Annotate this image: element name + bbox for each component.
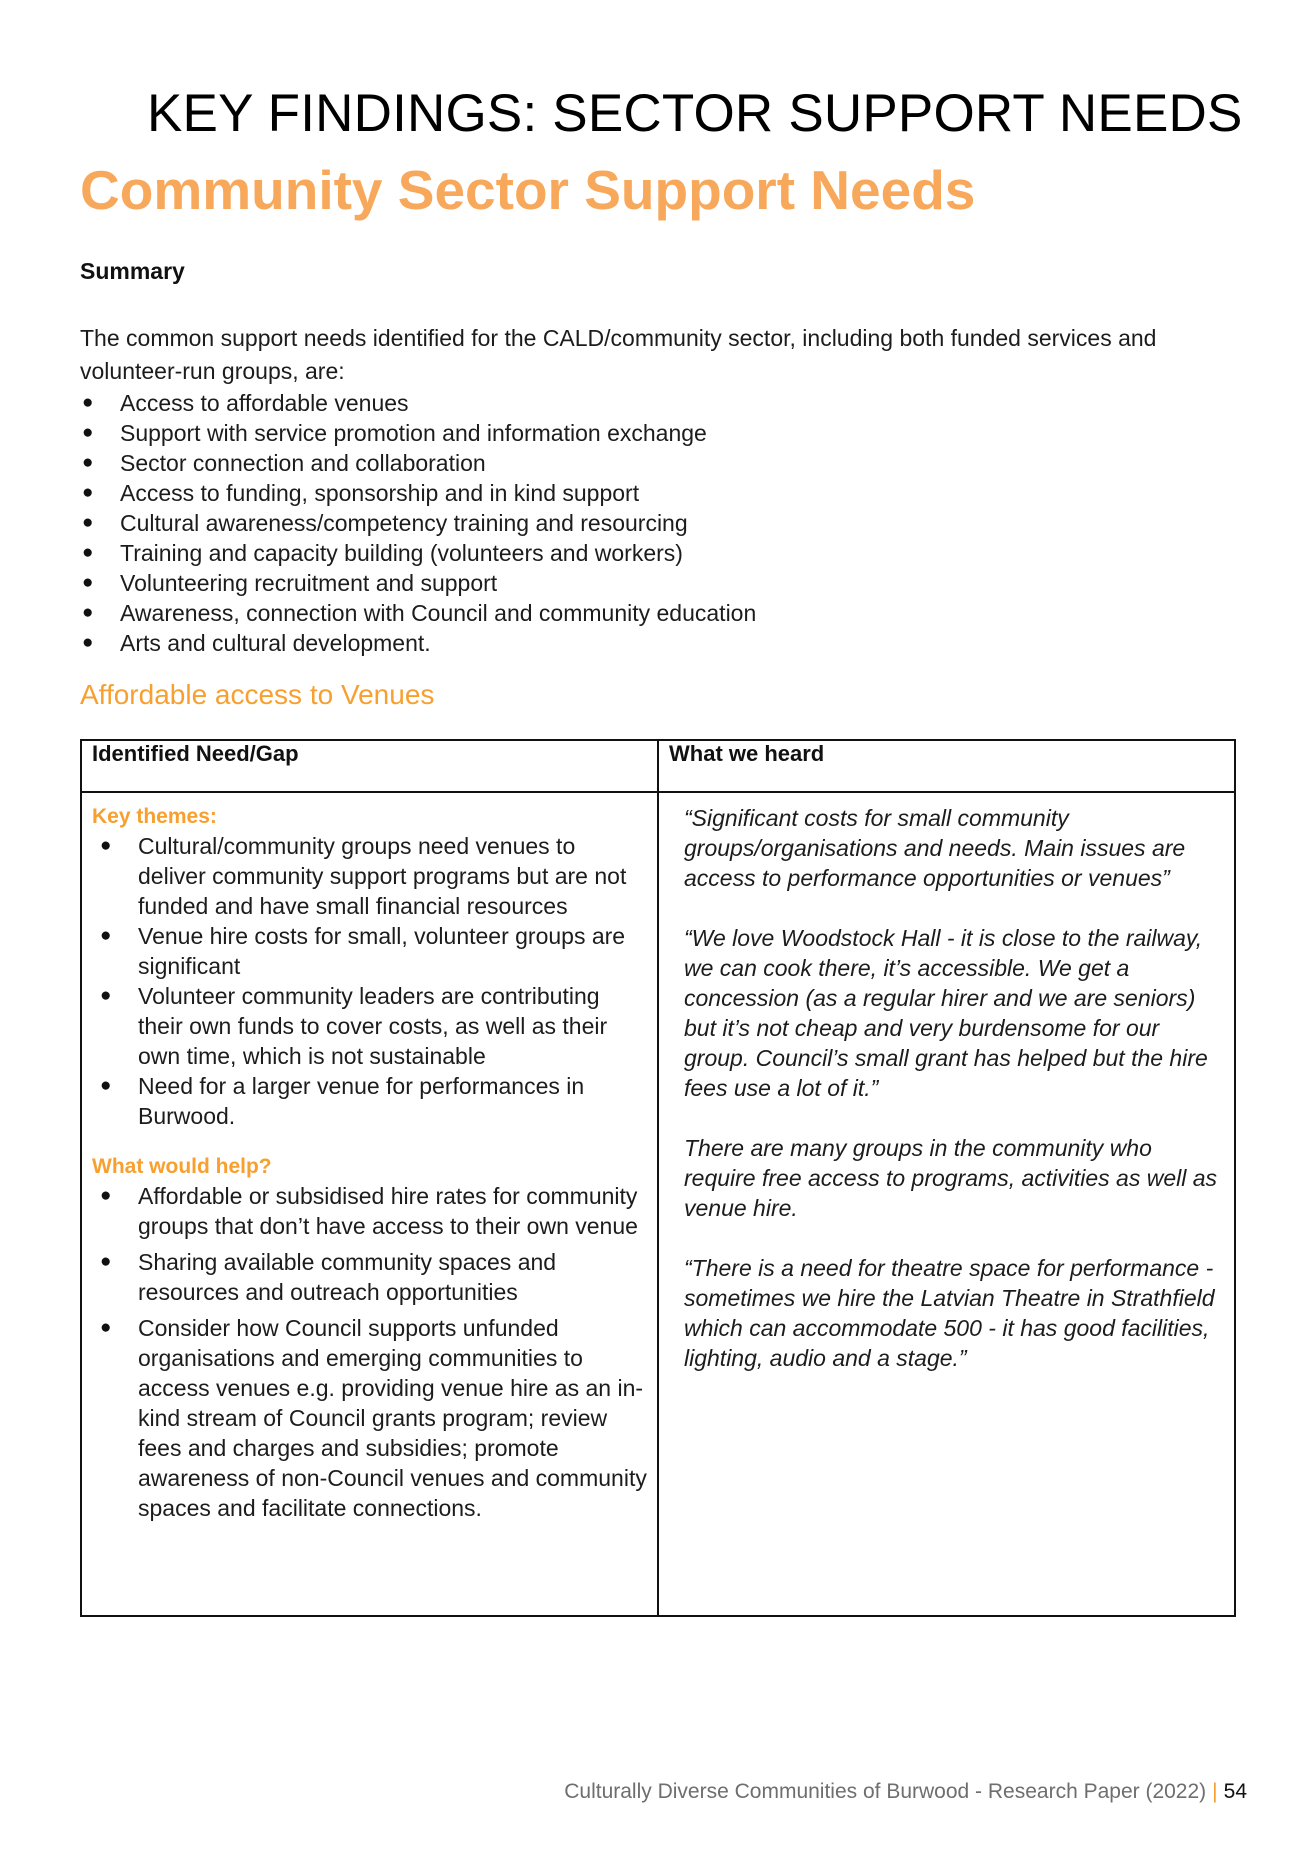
list-item bbox=[80, 448, 756, 478]
list-item-text: Cultural awareness/competency training and resourcing bbox=[120, 510, 688, 536]
bullet-icon: ● bbox=[100, 1317, 112, 1338]
column-header-heard: What we heard bbox=[658, 740, 1235, 792]
list-item-text: Volunteering recruitment and support bbox=[120, 570, 498, 596]
page-title: Community Sector Support Needs bbox=[80, 159, 976, 221]
list-item bbox=[92, 1181, 647, 1241]
list-item bbox=[92, 981, 647, 1071]
list-item bbox=[80, 568, 756, 598]
list-item-text: Access to affordable venues bbox=[120, 390, 409, 416]
bullet-icon: ● bbox=[100, 835, 112, 856]
bullet-icon: ● bbox=[100, 1251, 112, 1272]
what-would-help-label: What would help? bbox=[92, 1155, 272, 1178]
summary-intro: The common support needs identified for the CALD/community sector, including both funded services and volunteer-run groups, are: bbox=[80, 325, 1157, 384]
quote: “We love Woodstock Hall - it is close to the railway, we can cook there, it’s accessible. We get a concession (as a regular hirer and we are seniors) but it’s not cheap and very burdensome for our group. Council’s small grant has helped but the hire fees use a lot of it.” bbox=[684, 925, 1208, 1101]
list-item bbox=[92, 831, 647, 921]
bullet-icon: ● bbox=[82, 452, 94, 473]
bullet-icon: ● bbox=[82, 422, 94, 443]
footer-separator: | bbox=[1212, 1780, 1218, 1803]
list-item bbox=[80, 478, 756, 508]
needs-table bbox=[80, 739, 1236, 1617]
need-cell bbox=[81, 792, 658, 1616]
list-item-text: Sector connection and collaboration bbox=[120, 450, 486, 476]
list-item-text: Volunteer community leaders are contributing their own funds to cover costs, as well as their own time, which is not sustainable bbox=[138, 983, 608, 1069]
list-item bbox=[92, 921, 647, 981]
list-item bbox=[92, 1313, 647, 1523]
list-item bbox=[80, 418, 756, 448]
bullet-icon: ● bbox=[100, 925, 112, 946]
list-item-text: Training and capacity building (volunteers and workers) bbox=[120, 540, 683, 566]
bullet-icon: ● bbox=[82, 392, 94, 413]
bullet-icon: ● bbox=[82, 542, 94, 563]
summary-list bbox=[80, 388, 756, 658]
list-item-text: Sharing available community spaces and resources and outreach opportunities bbox=[138, 1249, 557, 1305]
list-item-text: Arts and cultural development. bbox=[120, 630, 431, 656]
page-number: 54 bbox=[1223, 1780, 1247, 1803]
list-item-text: Consider how Council supports unfunded organisations and emerging communities to access venues e.g. providing venue hire as an in-kind stream of Council grants program; review fees and charges and subsidies; promote awareness of non-Council venues and community spaces and facilitate connections. bbox=[138, 1315, 647, 1521]
list-item bbox=[92, 1071, 647, 1131]
list-item-text: Venue hire costs for small, volunteer groups are significant bbox=[138, 923, 626, 979]
list-item-text: Affordable or subsidised hire rates for community groups that don’t have access to their own venue bbox=[138, 1183, 638, 1239]
footer-text: Culturally Diverse Communities of Burwood - Research Paper (2022) bbox=[564, 1780, 1207, 1803]
spacer bbox=[92, 1131, 647, 1153]
list-item bbox=[92, 1247, 647, 1307]
list-item-text: Need for a larger venue for performances in Burwood. bbox=[138, 1073, 585, 1129]
list-item-text: Awareness, connection with Council and community education bbox=[120, 600, 757, 626]
bullet-icon: ● bbox=[100, 985, 112, 1006]
table-header-row bbox=[81, 740, 1235, 792]
bullet-icon: ● bbox=[82, 602, 94, 623]
page-header: KEY FINDINGS: SECTOR SUPPORT NEEDS bbox=[147, 84, 1243, 143]
key-themes-label: Key themes: bbox=[92, 805, 217, 828]
bullet-icon: ● bbox=[82, 482, 94, 503]
list-item bbox=[80, 628, 756, 658]
list-item-text: Access to funding, sponsorship and in kind support bbox=[120, 480, 640, 506]
bullet-icon: ● bbox=[82, 512, 94, 533]
table-row bbox=[81, 792, 1235, 1616]
list-item bbox=[80, 388, 756, 418]
list-item bbox=[80, 598, 756, 628]
key-themes-list bbox=[92, 831, 647, 1131]
bullet-icon: ● bbox=[100, 1075, 112, 1096]
list-item bbox=[80, 508, 756, 538]
bullet-icon: ● bbox=[100, 1185, 112, 1206]
column-header-need: Identified Need/Gap bbox=[81, 740, 658, 792]
quote: “Significant costs for small community groups/organisations and needs. Main issues are access to performance opportunities or venues” bbox=[684, 805, 1186, 891]
summary-heading: Summary bbox=[80, 258, 185, 284]
page-footer bbox=[564, 1778, 1247, 1806]
bullet-icon: ● bbox=[82, 632, 94, 653]
heard-cell bbox=[658, 792, 1235, 1616]
quote: “There is a need for theatre space for performance - sometimes we hire the Latvian Theatre in Strathfield which can accommodate 500 - it has good facilities, lighting, audio and a stage.” bbox=[684, 1255, 1215, 1371]
list-item bbox=[80, 538, 756, 568]
help-list bbox=[92, 1181, 647, 1523]
section-heading: Affordable access to Venues bbox=[80, 679, 435, 710]
list-item-text: Support with service promotion and information exchange bbox=[120, 420, 707, 446]
list-item-text: Cultural/community groups need venues to deliver community support programs but are not funded and have small financial resources bbox=[138, 833, 627, 919]
quote: There are many groups in the community who require free access to programs, activities as well as venue hire. bbox=[684, 1135, 1218, 1221]
bullet-icon: ● bbox=[82, 572, 94, 593]
